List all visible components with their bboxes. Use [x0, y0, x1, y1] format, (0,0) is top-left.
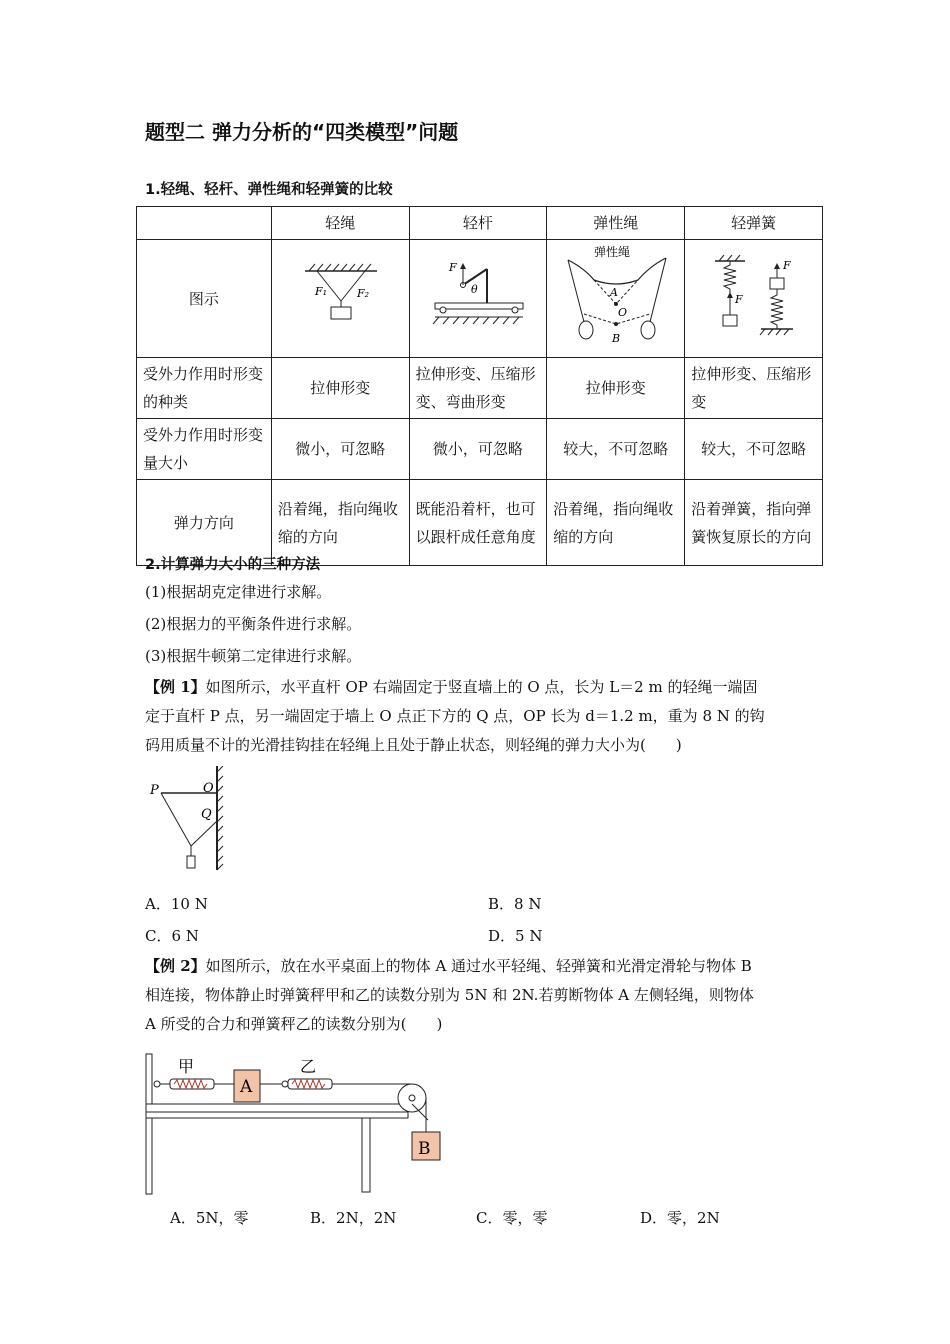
figure-light-spring [685, 240, 823, 358]
label-f-right: F [782, 259, 791, 272]
label-o: O [617, 306, 627, 319]
example1-tag: 【例 1】 [145, 678, 206, 696]
page-title: 题型二 弹力分析的“四类模型”问题 [145, 120, 459, 144]
table-cell: 拉伸形变、压缩形变、弯曲形变 [409, 358, 547, 419]
table-row-label: 受外力作用时形变的种类 [137, 358, 272, 419]
example1-option-c[interactable]: C．6 N [145, 927, 199, 945]
example2-line: A 所受的合力和弹簧秤乙的读数分别为( ) [145, 1015, 443, 1033]
label-f1: F₁ [315, 285, 328, 298]
example2-option-b[interactable]: B．2N，2N [310, 1209, 397, 1227]
method-item: (1)根据胡克定律进行求解。 [145, 583, 332, 601]
label-o: O [203, 781, 214, 796]
label-b: B [418, 1139, 431, 1159]
table-cell: 较大，不可忽略 [685, 419, 823, 480]
example2-line: 相连接，物体静止时弹簧秤甲和乙的读数分别为 5N 和 2N.若剪断物体 A 左侧轻绳，则物体 [145, 986, 754, 1004]
example2-line: 如图所示，放在水平桌面上的物体 A 通过水平轻绳、轻弹簧和光滑定滑轮与物体 B [205, 957, 752, 975]
table-header-cell: 轻弹簧 [685, 207, 823, 240]
example1-option-b[interactable]: B．8 N [488, 895, 542, 913]
example2-tag: 【例 2】 [145, 957, 206, 975]
example1-line: 码用质量不计的光滑挂钩挂在轻绳上且处于静止状态，则轻绳的弹力大小为( ) [145, 736, 682, 754]
example2-option-d[interactable]: D．零，2N [640, 1209, 720, 1227]
label-a: A [609, 286, 618, 299]
table-header-cell: 轻绳 [271, 207, 409, 240]
table-row-label: 弹力方向 [137, 480, 272, 566]
table-cell: 微小，可忽略 [409, 419, 547, 480]
method-item: (2)根据力的平衡条件进行求解。 [145, 615, 362, 633]
label-yi: 乙 [300, 1057, 317, 1076]
example2-question [145, 952, 825, 1039]
label-f2: F₂ [357, 287, 370, 300]
label-theta: θ [470, 283, 478, 296]
example1-option-d[interactable]: D．5 N [488, 927, 543, 945]
table-cell: 沿着绳，指向绳收缩的方向 [547, 480, 685, 566]
example1-figure [145, 766, 235, 876]
table-row [137, 419, 823, 480]
example1-line: 如图所示，水平直杆 OP 右端固定于竖直墙上的 O 点，长为 L＝2 m 的轻绳一端固 [205, 678, 758, 696]
section2-heading: 2.计算弹力大小的三种方法 [145, 557, 321, 573]
table-header-cell: 轻杆 [409, 207, 547, 240]
table-row-label: 图示 [137, 240, 272, 358]
table-cell: 较大，不可忽略 [547, 419, 685, 480]
example1-question [145, 673, 825, 760]
label-p: P [150, 783, 159, 798]
label-q: Q [201, 807, 212, 822]
table-cell: 微小，可忽略 [271, 419, 409, 480]
label-f-left: F [734, 293, 743, 306]
method-item: (3)根据牛顿第二定律进行求解。 [145, 647, 362, 665]
table-header-row [137, 207, 823, 240]
table-row [137, 358, 823, 419]
table-cell: 拉伸形变 [547, 358, 685, 419]
comparison-table [136, 206, 823, 566]
example1-line: 定于直杆 P 点，另一端固定于墙上 O 点正下方的 Q 点，OP 长为 d＝1.2 m，重为 8 N 的钩 [145, 707, 765, 725]
label-f: F [448, 261, 457, 274]
table-cell: 沿着弹簧，指向弹簧恢复原长的方向 [685, 480, 823, 566]
figure-light-rope [271, 240, 409, 358]
table-header-cell: 弹性绳 [547, 207, 685, 240]
label-elastic-rope: 弹性绳 [593, 245, 630, 259]
figure-light-rod [409, 240, 547, 358]
example1-option-a[interactable]: A．10 N [145, 895, 208, 913]
example2-figure [140, 1050, 450, 1198]
example2-option-c[interactable]: C．零，零 [476, 1209, 548, 1227]
table-row-figures [137, 240, 823, 358]
section1-heading: 1.轻绳、轻杆、弹性绳和轻弹簧的比较 [145, 182, 393, 198]
label-b: B [611, 332, 620, 345]
figure-elastic-rope [547, 240, 685, 358]
table-cell: 拉伸形变、压缩形变 [685, 358, 823, 419]
label-a: A [240, 1077, 253, 1097]
table-row-label: 受外力作用时形变量大小 [137, 419, 272, 480]
table-cell: 既能沿着杆，也可以跟杆成任意角度 [409, 480, 547, 566]
table-header-cell [137, 207, 272, 240]
label-jia: 甲 [178, 1057, 195, 1076]
table-cell: 拉伸形变 [271, 358, 409, 419]
example2-option-a[interactable]: A．5N，零 [170, 1209, 249, 1227]
table-cell: 沿着绳，指向绳收缩的方向 [271, 480, 409, 566]
